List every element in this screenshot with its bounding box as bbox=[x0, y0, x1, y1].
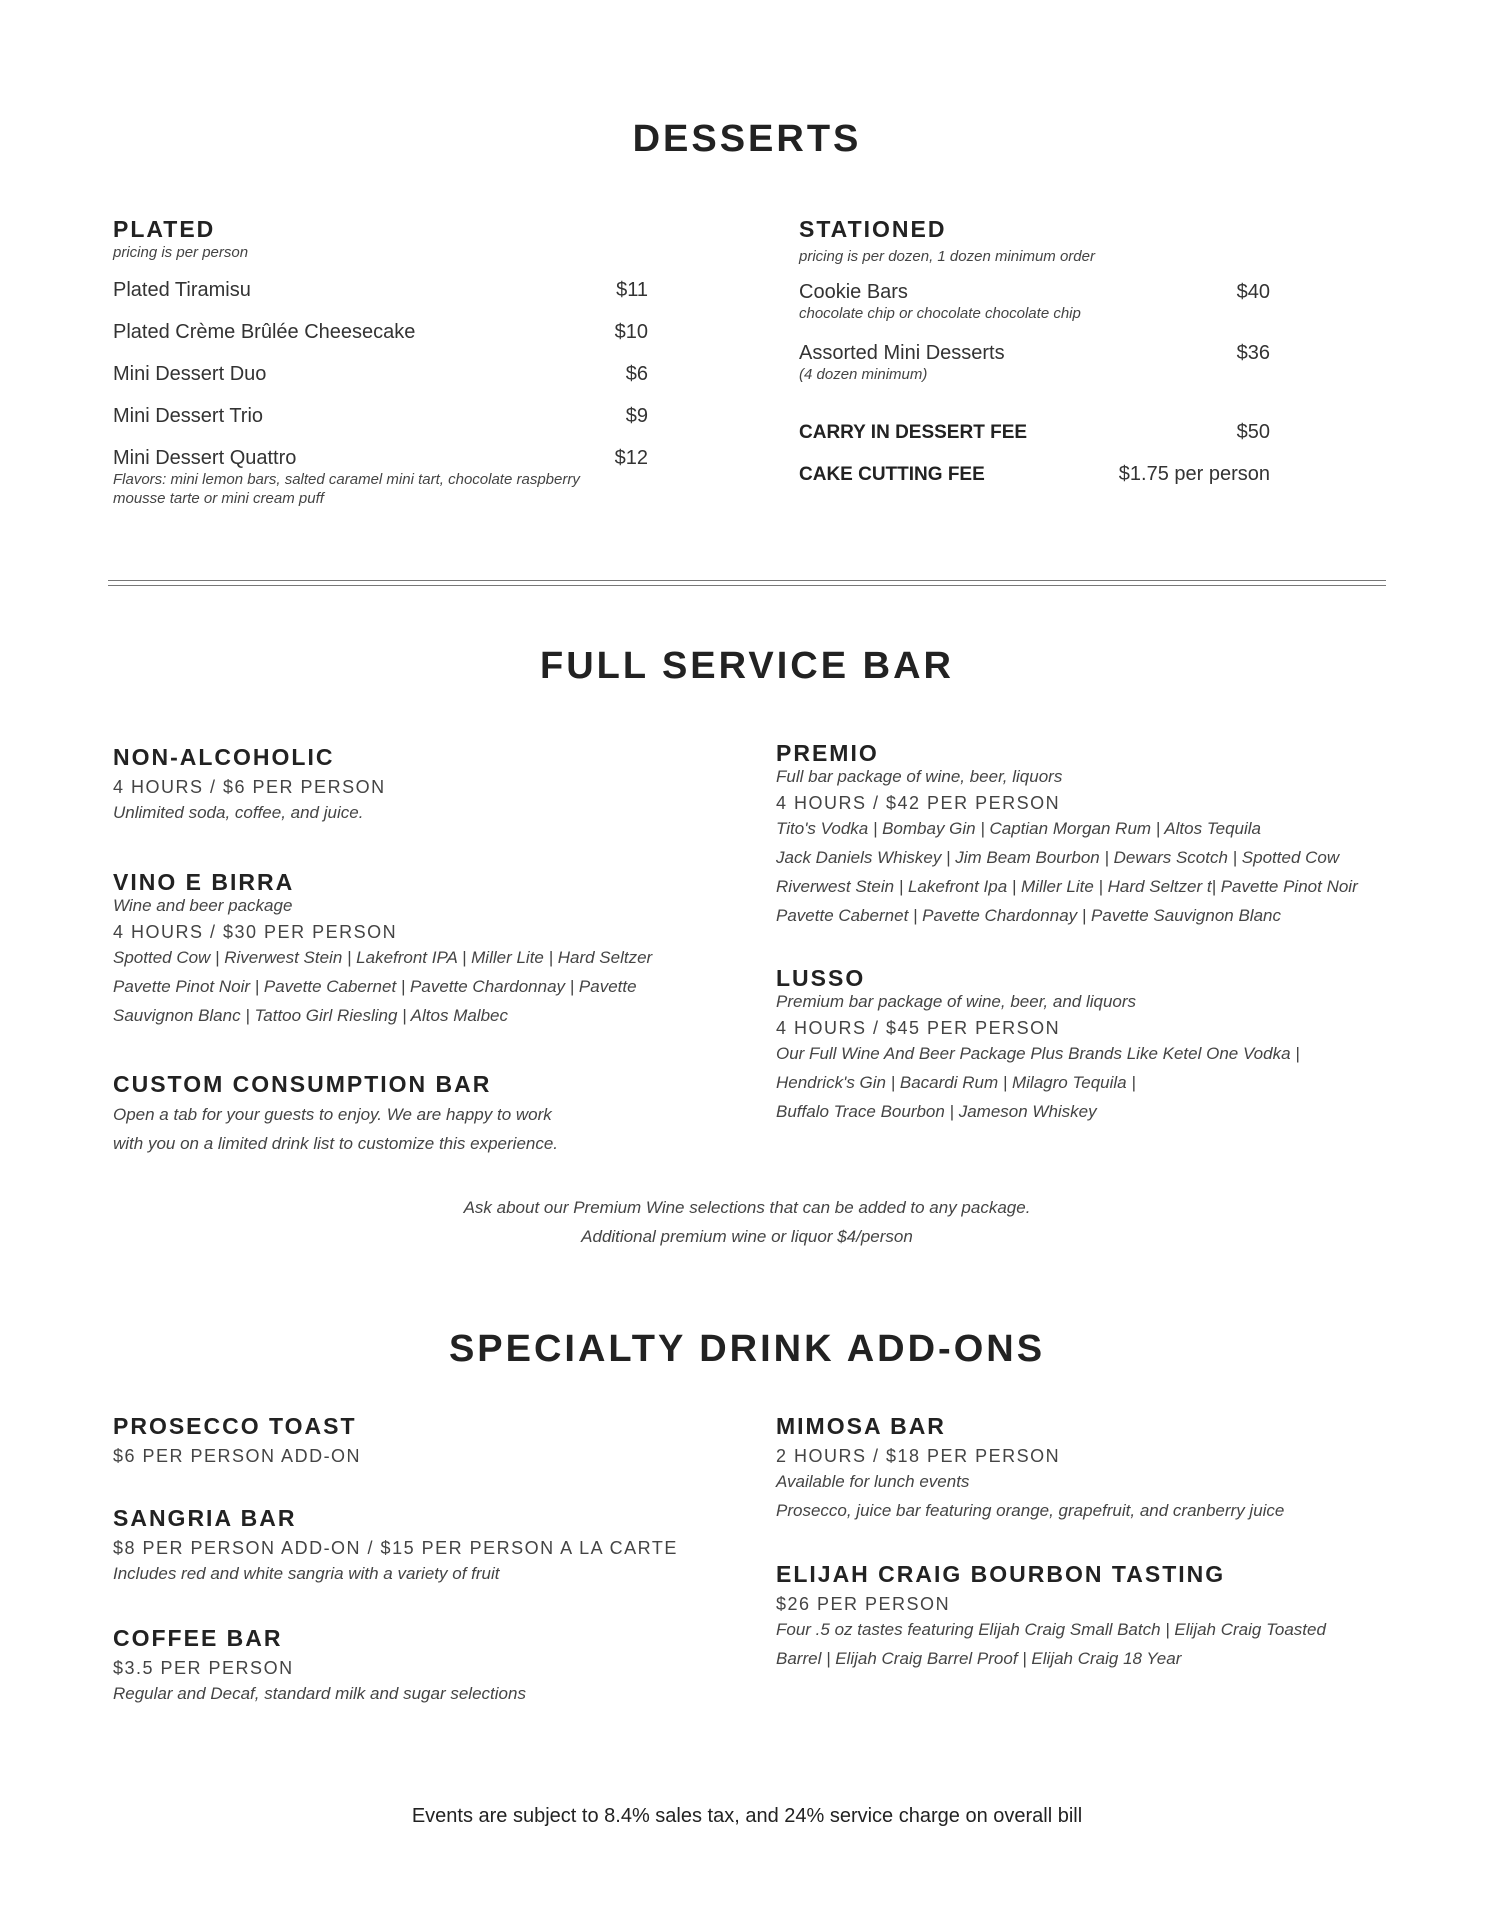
stationed-note: pricing is per dozen, 1 dozen minimum order bbox=[799, 248, 1095, 265]
menu-item bbox=[799, 281, 1270, 304]
item-name: Mini Dessert Quattro bbox=[113, 447, 297, 469]
item-price: $9 bbox=[625, 405, 648, 427]
package-line: Barrel | Elijah Craig Barrel Proof | Elijah Craig 18 Year bbox=[776, 1649, 1182, 1668]
package-line: Buffalo Trace Bourbon | Jameson Whiskey bbox=[776, 1102, 1097, 1121]
item-description: Flavors: mini lemon bars, salted caramel mini tart, chocolate raspberry mousse tarte or mini cream puff bbox=[113, 471, 580, 507]
package-price: $3.5 PER PERSON bbox=[113, 1658, 294, 1678]
item-name: Assorted Mini Desserts bbox=[799, 342, 1005, 364]
package-price: $6 PER PERSON ADD-ON bbox=[113, 1446, 362, 1466]
menu-item bbox=[113, 321, 648, 344]
desserts-title: DESSERTS bbox=[632, 118, 862, 160]
package-desc: Unlimited soda, coffee, and juice. bbox=[113, 803, 364, 822]
stationed-heading: STATIONED bbox=[799, 216, 947, 242]
mimosa-section bbox=[776, 1413, 1416, 1525]
package-line: Spotted Cow | Riverwest Stein | Lakefront IPA | Miller Lite | Hard Seltzer bbox=[113, 948, 653, 967]
fee-row bbox=[799, 421, 1270, 444]
section-heading: COFFEE BAR bbox=[113, 1625, 283, 1651]
package-price: $8 PER PERSON ADD-ON / $15 PER PERSON A LA CARTE bbox=[113, 1538, 678, 1558]
footnote-line: Ask about our Premium Wine selections that can be added to any package. bbox=[463, 1198, 1031, 1217]
package-line: Riverwest Stein | Lakefront Ipa | Miller Lite | Hard Seltzer t| Pavette Pinot Noir bbox=[776, 877, 1358, 896]
section-heading: LUSSO bbox=[776, 965, 866, 991]
non-alcoholic-section bbox=[113, 744, 733, 827]
section-heading: VINO E BIRRA bbox=[113, 869, 295, 895]
bar-footnote bbox=[0, 1193, 1494, 1251]
fee-price: $1.75 per person bbox=[1118, 463, 1270, 485]
fee-price: $50 bbox=[1236, 421, 1270, 443]
item-price: $12 bbox=[614, 447, 648, 469]
plated-note: pricing is per person bbox=[113, 244, 249, 261]
item-price: $10 bbox=[614, 321, 648, 343]
item-name: Plated Tiramisu bbox=[113, 279, 251, 301]
bar-title: FULL SERVICE BAR bbox=[540, 645, 954, 687]
footer-note: Events are subject to 8.4% sales tax, and 24% service charge on overall bill bbox=[411, 1805, 1083, 1827]
section-heading: PROSECCO TOAST bbox=[113, 1413, 357, 1439]
package-line: Hendrick's Gin | Bacardi Rum | Milagro Tequila | bbox=[776, 1073, 1136, 1092]
package-line: with you on a limited drink list to customize this experience. bbox=[113, 1134, 559, 1153]
package-price: 4 HOURS / $45 PER PERSON bbox=[776, 1018, 1061, 1038]
package-subtitle: Full bar package of wine, beer, liquors bbox=[776, 767, 1063, 786]
plated-section bbox=[113, 216, 648, 508]
package-line: Prosecco, juice bar featuring orange, grapefruit, and cranberry juice bbox=[776, 1501, 1285, 1520]
sangria-section bbox=[113, 1505, 753, 1588]
package-price: 4 HOURS / $30 PER PERSON bbox=[113, 922, 398, 942]
package-line: Tito's Vodka | Bombay Gin | Captian Morgan Rum | Altos Tequila bbox=[776, 819, 1262, 838]
section-divider bbox=[108, 580, 1386, 586]
package-line: Our Full Wine And Beer Package Plus Brands Like Ketel One Vodka | bbox=[776, 1044, 1300, 1063]
package-line: Sauvignon Blanc | Tattoo Girl Riesling | Altos Malbec bbox=[113, 1006, 508, 1025]
package-line: Available for lunch events bbox=[776, 1472, 970, 1491]
prosecco-section bbox=[113, 1413, 733, 1467]
footnote-line: Additional premium wine or liquor $4/person bbox=[581, 1227, 913, 1246]
package-line: Four .5 oz tastes featuring Elijah Craig Small Batch | Elijah Craig Toasted bbox=[776, 1620, 1326, 1639]
elijah-craig-section bbox=[776, 1561, 1416, 1673]
package-line: Jack Daniels Whiskey | Jim Beam Bourbon | Dewars Scotch | Spotted Cow bbox=[776, 848, 1340, 867]
plated-heading: PLATED bbox=[113, 216, 216, 242]
package-desc: Includes red and white sangria with a variety of fruit bbox=[113, 1564, 500, 1583]
section-heading: NON-ALCOHOLIC bbox=[113, 744, 335, 770]
section-heading: ELIJAH CRAIG BOURBON TASTING bbox=[776, 1561, 1226, 1587]
menu-item bbox=[113, 447, 648, 470]
coffee-section bbox=[113, 1625, 733, 1708]
item-name: Mini Dessert Trio bbox=[113, 405, 264, 427]
lusso-section bbox=[776, 965, 1416, 1126]
package-desc: Regular and Decaf, standard milk and sugar selections bbox=[113, 1684, 526, 1703]
fee-name: CAKE CUTTING FEE bbox=[799, 464, 985, 485]
package-price: 4 HOURS / $6 PER PERSON bbox=[113, 777, 386, 797]
item-description: chocolate chip or chocolate chocolate chip bbox=[799, 305, 1081, 322]
specialty-title: SPECIALTY DRINK ADD-ONS bbox=[448, 1328, 1046, 1370]
item-price: $40 bbox=[1236, 281, 1270, 303]
section-heading: PREMIO bbox=[776, 740, 879, 766]
menu-item bbox=[799, 342, 1270, 365]
stationed-section bbox=[799, 216, 1270, 486]
package-line: Pavette Pinot Noir | Pavette Cabernet | Pavette Chardonnay | Pavette bbox=[113, 977, 637, 996]
section-heading: MIMOSA BAR bbox=[776, 1413, 946, 1439]
premio-section bbox=[776, 740, 1416, 930]
menu-item bbox=[113, 405, 648, 428]
section-heading: SANGRIA BAR bbox=[113, 1505, 297, 1531]
item-description: (4 dozen minimum) bbox=[799, 366, 928, 383]
package-subtitle: Premium bar package of wine, beer, and liquors bbox=[776, 992, 1137, 1011]
section-heading: CUSTOM CONSUMPTION BAR bbox=[113, 1071, 492, 1097]
package-price: $26 PER PERSON bbox=[776, 1594, 951, 1614]
menu-item bbox=[113, 279, 648, 302]
custom-bar-section bbox=[113, 1071, 733, 1158]
item-price: $11 bbox=[616, 279, 648, 301]
package-price: 2 HOURS / $18 PER PERSON bbox=[776, 1446, 1061, 1466]
item-price: $36 bbox=[1236, 342, 1270, 364]
item-name: Plated Crème Brûlée Cheesecake bbox=[113, 321, 416, 343]
menu-item bbox=[113, 363, 648, 386]
item-name: Cookie Bars bbox=[799, 281, 908, 303]
package-line: Open a tab for your guests to enjoy. We are happy to work bbox=[113, 1105, 552, 1124]
item-name: Mini Dessert Duo bbox=[113, 363, 267, 385]
package-price: 4 HOURS / $42 PER PERSON bbox=[776, 793, 1061, 813]
item-price: $6 bbox=[625, 363, 648, 385]
vino-section bbox=[113, 869, 733, 1030]
package-line: Pavette Cabernet | Pavette Chardonnay | Pavette Sauvignon Blanc bbox=[776, 906, 1281, 925]
package-subtitle: Wine and beer package bbox=[113, 896, 293, 915]
fee-name: CARRY IN DESSERT FEE bbox=[799, 422, 1028, 443]
fee-row bbox=[799, 463, 1270, 486]
